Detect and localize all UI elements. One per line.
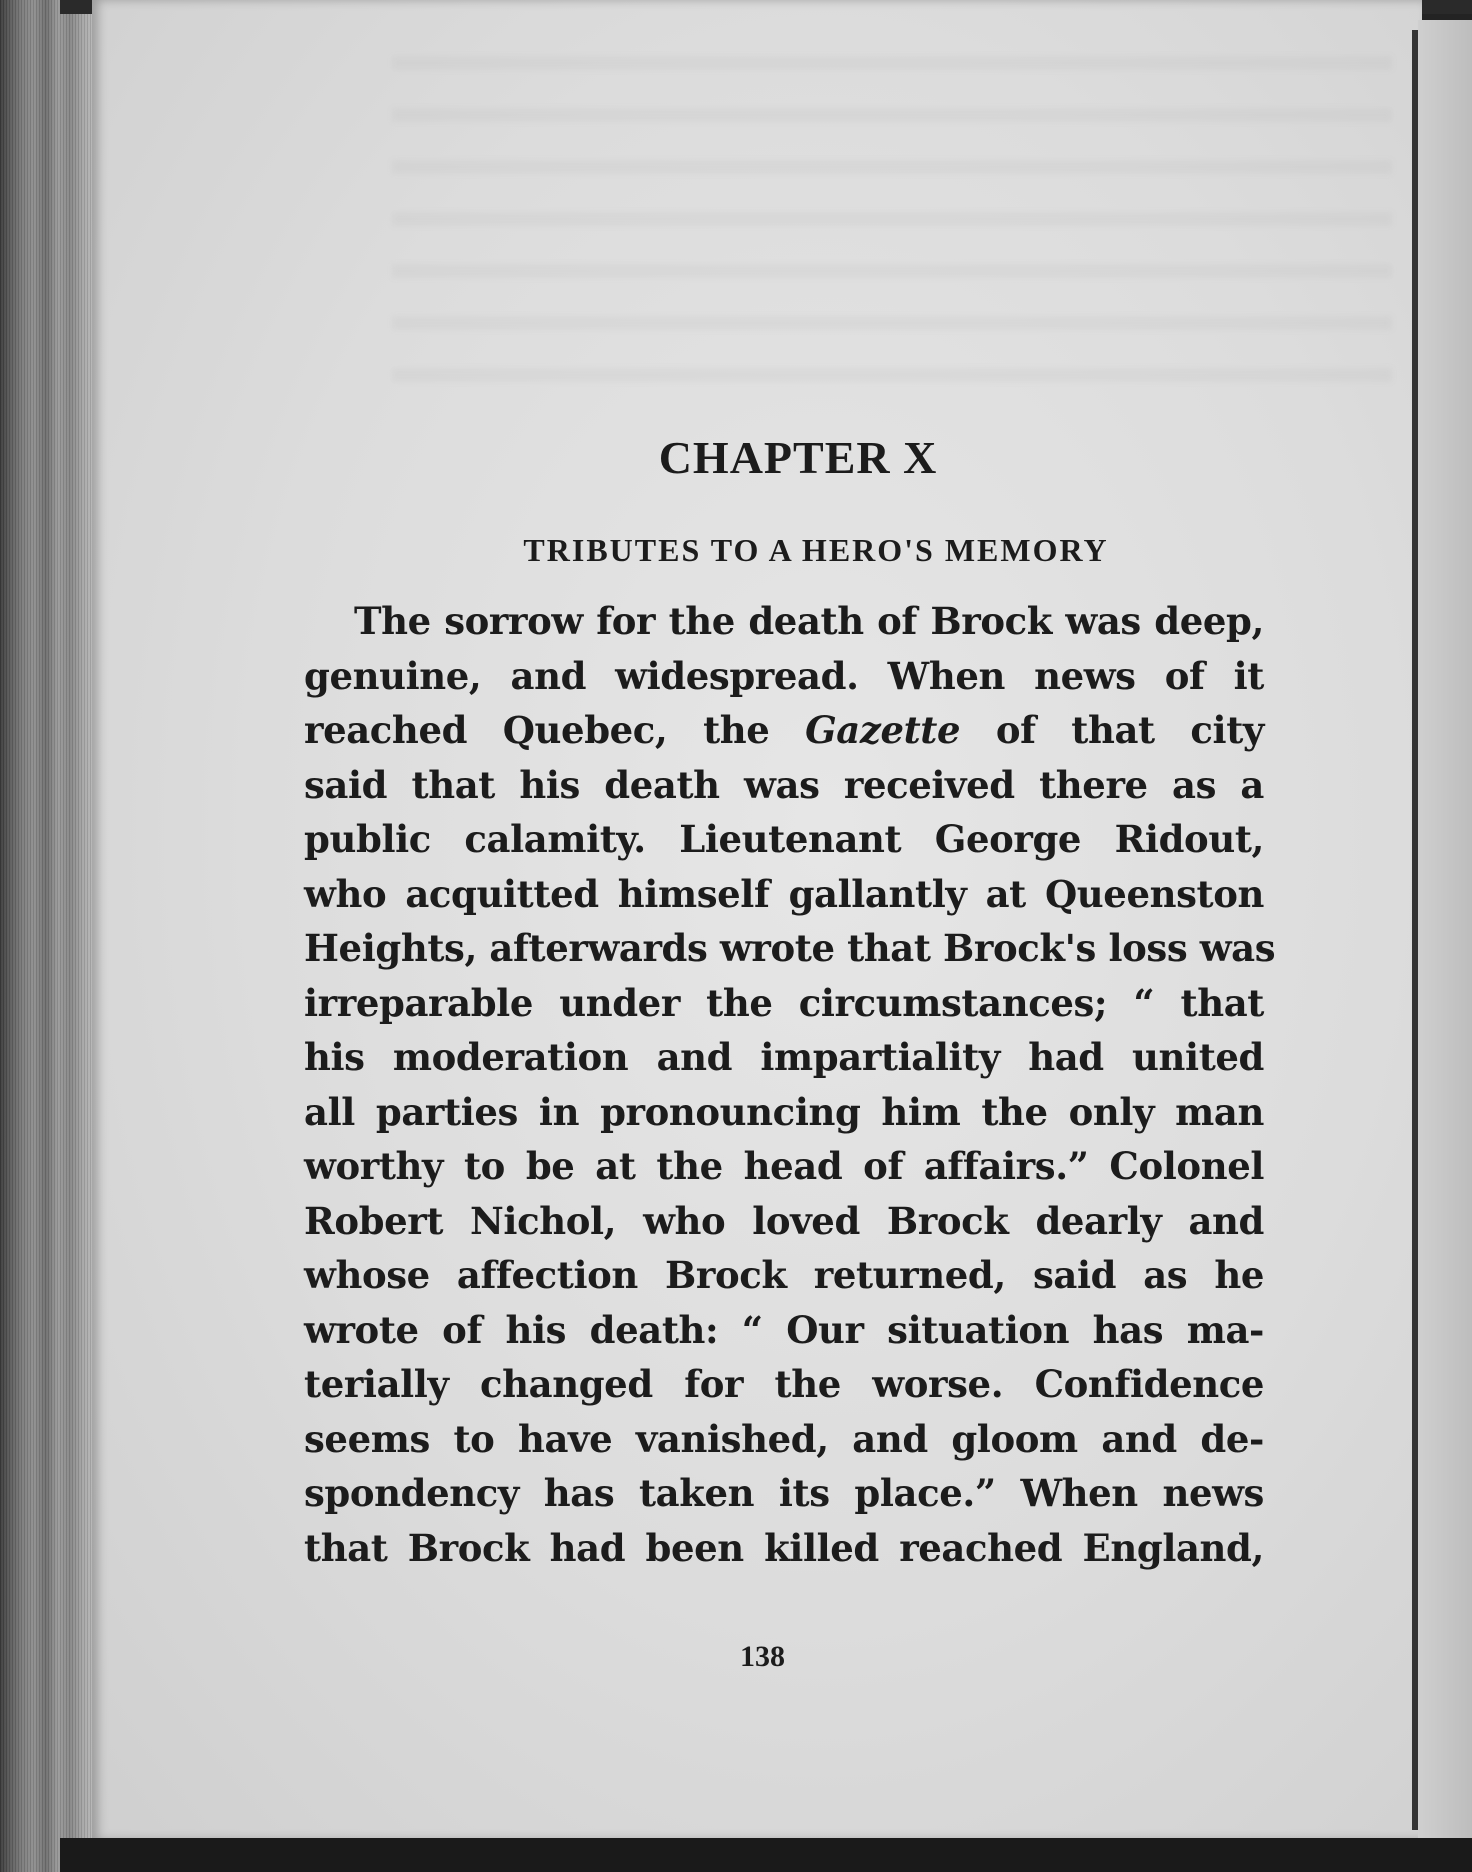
text-line: seems to have vanished, and gloom and de- [304, 1416, 1264, 1461]
bleed-through-texture [392, 40, 1392, 420]
text-segment: reached Quebec, the [304, 708, 770, 752]
chapter-title: TRIBUTES TO A HERO'S MEMORY [523, 532, 1109, 568]
text-line: whose affection Brock returned, said as he [304, 1253, 1264, 1297]
text-line [304, 703, 1264, 758]
text-line: terially changed for the worse. Confidence [304, 1362, 1264, 1406]
text-line: said that his death was received there as a [304, 762, 1264, 807]
text-line: genuine, and widespread. When news of it [304, 653, 1264, 698]
text-line: that Brock had been killed reached England, [304, 1525, 1264, 1570]
text-line: spondency has taken its place.” When news [304, 1471, 1264, 1515]
text-segment: of that city [995, 708, 1264, 752]
italic-publication-name: Gazette [805, 708, 961, 752]
text-line: his moderation and impartiality had united [304, 1035, 1264, 1079]
body-paragraph [304, 594, 1276, 1575]
text-line: worthy to be at the head of affairs.” Colonel [304, 1144, 1264, 1188]
page-number: 138 [740, 1640, 785, 1673]
adjacent-page-edge [1418, 20, 1472, 1840]
chapter-heading: CHAPTER X [658, 432, 938, 483]
text-line: Robert Nichol, who loved Brock dearly and [304, 1198, 1264, 1243]
text-line: public calamity. Lieutenant George Ridout, [304, 817, 1264, 861]
text-line: irreparable under the circumstances; “ that [304, 980, 1264, 1025]
text-line: The sorrow for the death of Brock was deep, [354, 599, 1264, 643]
text-line: who acquitted himself gallantly at Queenston [304, 871, 1264, 916]
text-line: wrote of his death: “ Our situation has ma- [304, 1307, 1264, 1352]
page-text-block [304, 430, 1276, 1575]
text-line: Heights, afterwards wrote that Brock's loss was [304, 926, 1276, 970]
bottom-scan-edge [60, 1838, 1472, 1872]
text-line: all parties in pronouncing him the only man [304, 1089, 1264, 1134]
